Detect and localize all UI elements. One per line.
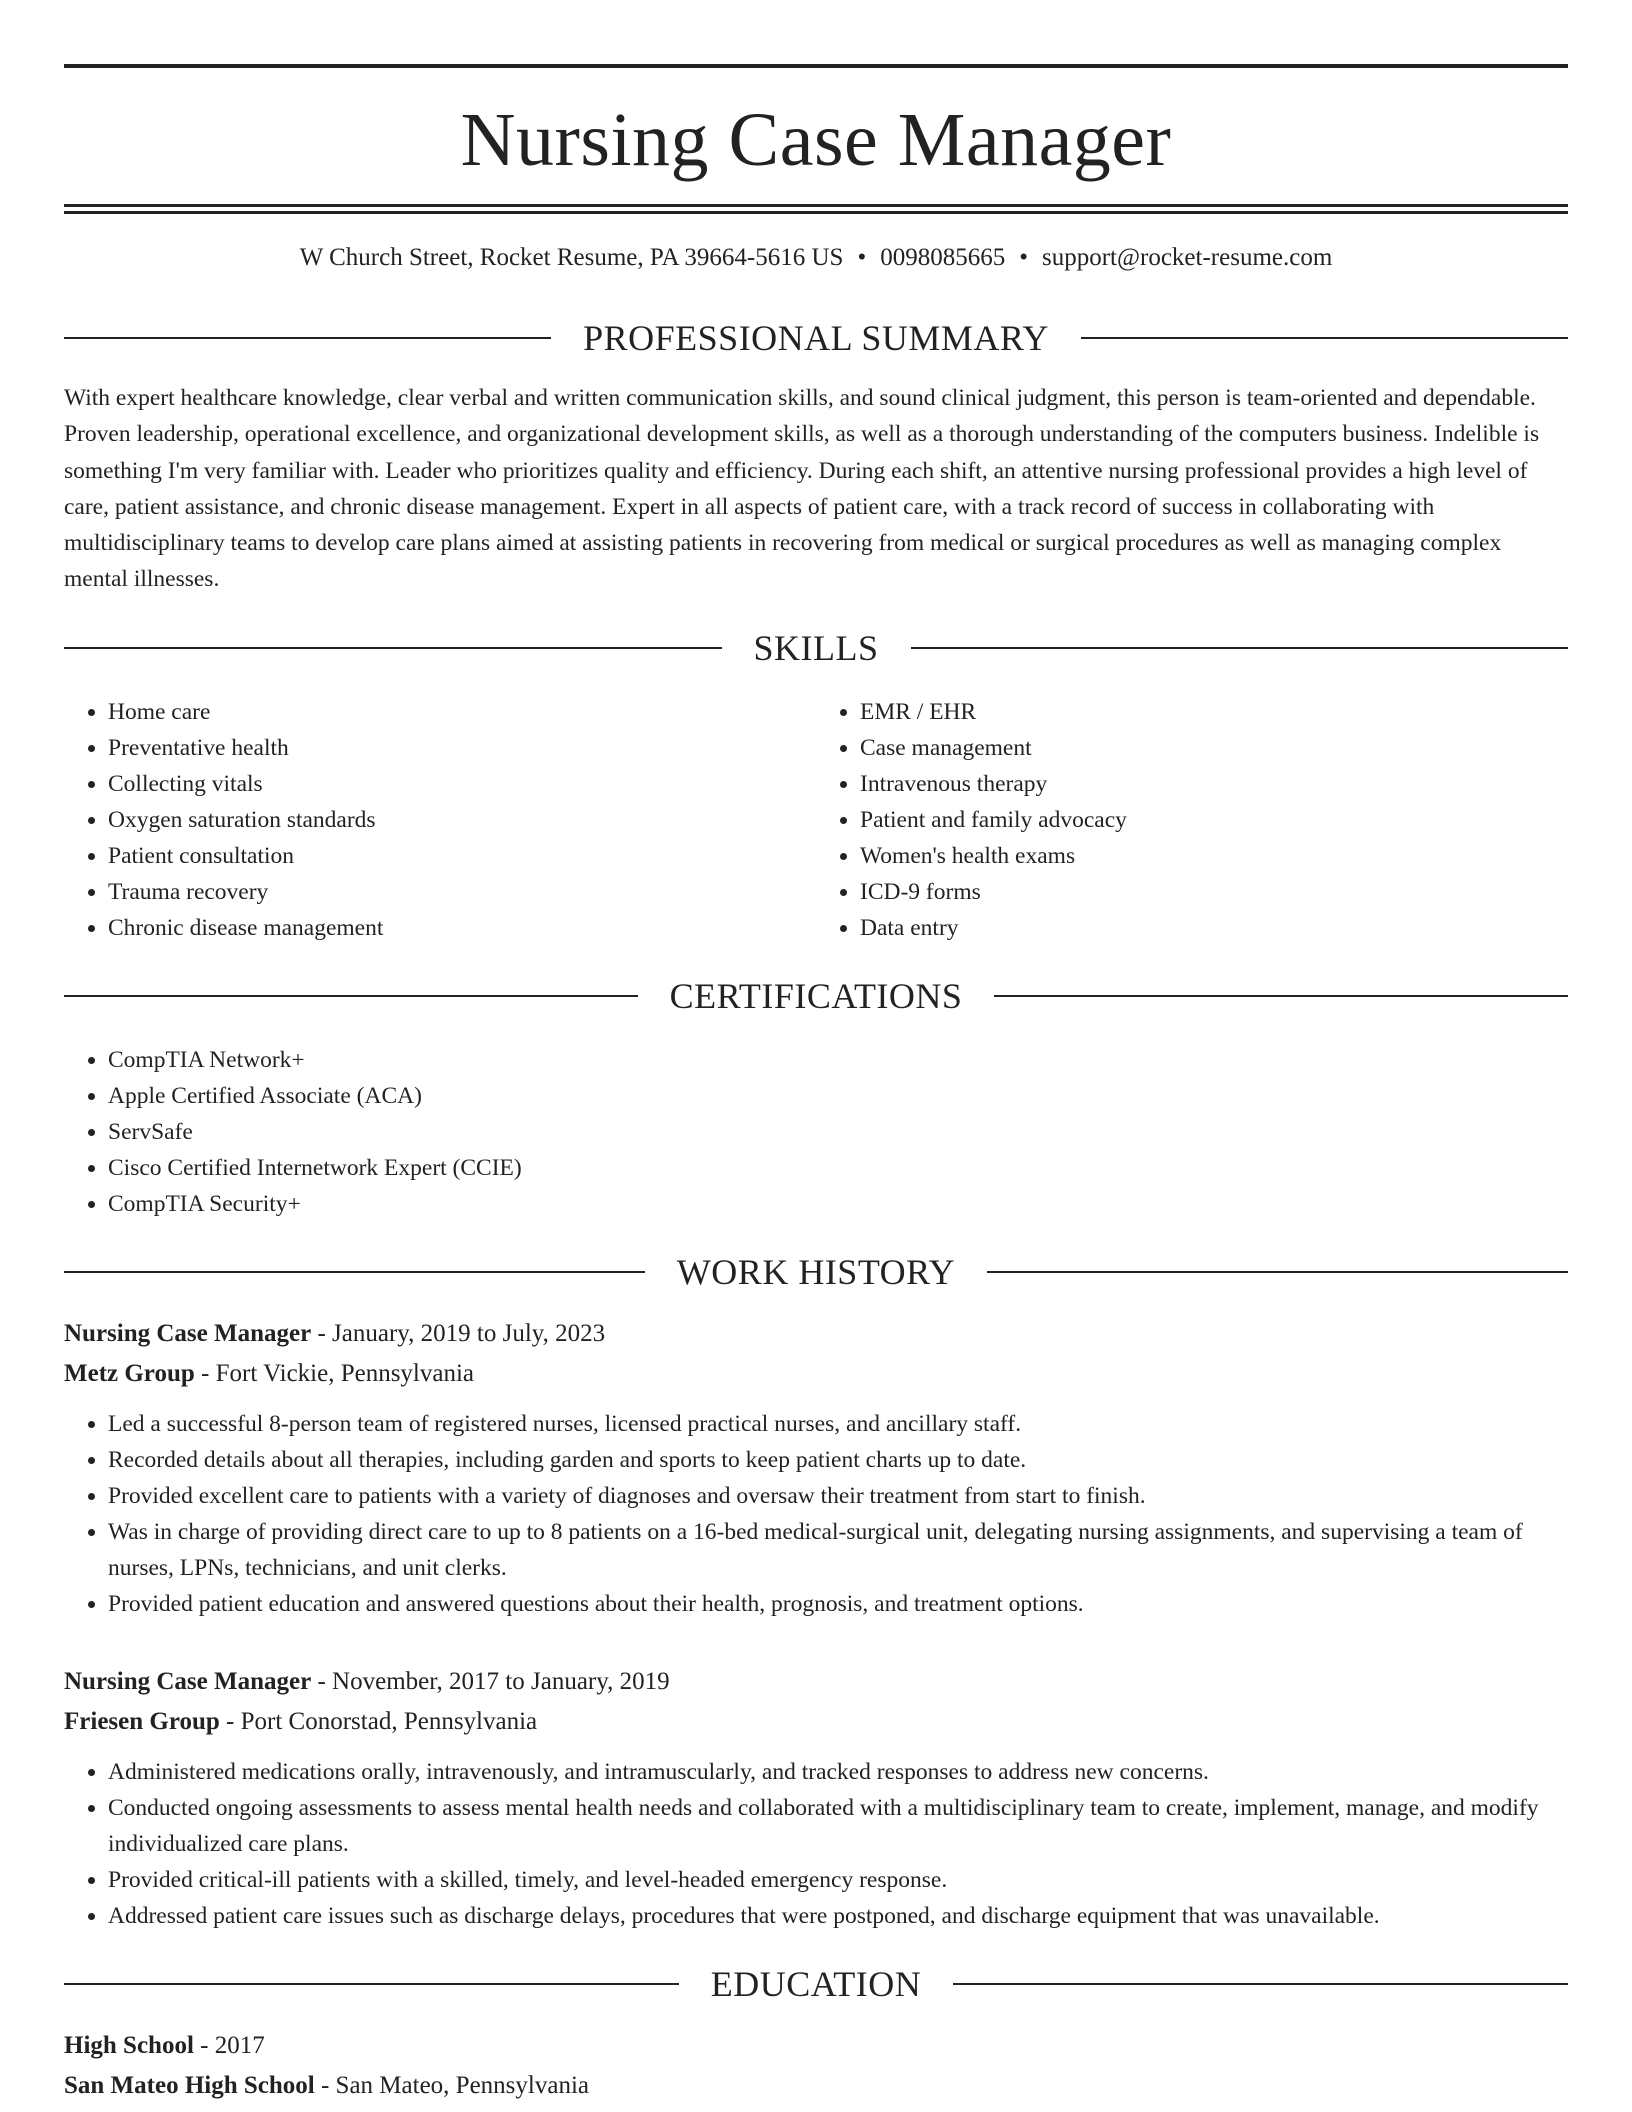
job-bullet: • Addressed patient care issues such as discharge delays, procedures that were postponed, and discharge equipment that was unavailable.: [108, 1898, 1568, 1934]
education-year: - 2017: [193, 2031, 265, 2059]
work-heading-row: [64, 1252, 1568, 1292]
skill-item: • Data entry: [860, 910, 1568, 946]
education-degree: High School: [64, 2031, 194, 2059]
work-heading: WORK HISTORY: [676, 1251, 956, 1292]
certifications-heading-row: [64, 976, 1568, 1016]
skill-item: • Preventative health: [108, 730, 816, 766]
heading-rule: [64, 1271, 645, 1273]
certification-item: • Apple Certified Associate (ACA): [108, 1078, 1568, 1114]
heading-rule: [987, 1271, 1568, 1273]
contact-separator: •: [1019, 244, 1028, 271]
heading-rule: [64, 1983, 679, 1985]
education-school-line: [64, 2066, 1568, 2106]
job-title: Nursing Case Manager: [64, 1319, 312, 1347]
education-heading-row: [64, 1964, 1568, 2004]
contact-separator: •: [857, 244, 867, 271]
skill-item: • Chronic disease management: [108, 910, 816, 946]
skill-item: • EMR / EHR: [860, 694, 1568, 730]
summary-text: With expert healthcare knowledge, clear verbal and written communication skills, and sound clinical judgment, this person is team-oriented and dependable. Proven leadership, operational excellence, and organizational development skills, as well as a thorough understanding of the computers business. Indelible is something I'm very familiar with. Leader who prioritizes quality and efficiency. During each shift, an attentive nursing professional provides a high level of care, patient assistance, and chronic disease management. Expert in all aspects of patient care, with a track record of success in collaborating with multidisciplinary teams to develop care plans aimed at assisting patients in recovering from medical or surgical procedures as well as managing complex mental illnesses.: [64, 385, 1540, 593]
job-bullet: • Recorded details about all therapies, including garden and sports to keep patient charts up to date.: [108, 1442, 1568, 1478]
job-company-line: [64, 1702, 1568, 1742]
heading-rule: [64, 647, 722, 649]
certification-item: • ServSafe: [108, 1114, 1568, 1150]
skill-item: • Women's health exams: [860, 838, 1568, 874]
education-degree-line: [64, 2026, 1568, 2066]
skill-item: • Home care: [108, 694, 816, 730]
heading-rule: [994, 995, 1568, 997]
job-dates: - November, 2017 to January, 2019: [311, 1667, 670, 1695]
heading-rule: [911, 647, 1569, 649]
job-company: Metz Group: [64, 1359, 195, 1387]
certification-item: • CompTIA Security+: [108, 1186, 1568, 1222]
job-bullet: • Provided excellent care to patients with a variety of diagnoses and oversaw their treatment from start to finish.: [108, 1478, 1568, 1514]
skill-item: • Trauma recovery: [108, 874, 816, 910]
double-rule: [64, 204, 1568, 214]
summary-heading-row: [64, 318, 1568, 358]
skill-item: • ICD-9 forms: [860, 874, 1568, 910]
education-location: - San Mateo, Pennsylvania: [314, 2071, 589, 2099]
education-school: San Mateo High School: [64, 2071, 315, 2099]
job-location: - Port Conorstad, Pennsylvania: [219, 1707, 538, 1735]
job-entry: [64, 1314, 1568, 1622]
skills-heading-row: [64, 628, 1568, 668]
skills-right-list: [816, 694, 1568, 946]
certifications-list: [64, 1042, 1568, 1222]
skill-item: • Oxygen saturation standards: [108, 802, 816, 838]
job-company: Friesen Group: [64, 1707, 220, 1735]
job-bullet: • Provided patient education and answered questions about their health, prognosis, and treatment options.: [108, 1586, 1568, 1622]
skills-columns: [64, 694, 1568, 946]
job-title-line: [64, 1314, 1568, 1354]
job-bullet: • Provided critical-ill patients with a skilled, timely, and level-headed emergency response.: [108, 1862, 1568, 1898]
resume-name: Nursing Case Manager: [460, 98, 1172, 182]
skill-item: • Collecting vitals: [108, 766, 816, 802]
job-bullet: • Was in charge of providing direct care to up to 8 patients on a 16-bed medical-surgical unit, delegating nursing assignments, and supervising a team of nurses, LPNs, technicians, and unit clerks.: [108, 1514, 1568, 1586]
education-heading: EDUCATION: [710, 1963, 922, 2004]
skills-heading: SKILLS: [753, 627, 879, 668]
contact-email: support@rocket-resume.com: [1041, 244, 1333, 271]
certification-item: • CompTIA Network+: [108, 1042, 1568, 1078]
skill-item: • Patient and family advocacy: [860, 802, 1568, 838]
heading-rule: [953, 1983, 1568, 1985]
job-bullet: • Administered medications orally, intravenously, and intramuscularly, and tracked responses to address new concerns.: [108, 1754, 1568, 1790]
certification-item: • Cisco Certified Internetwork Expert (CCIE): [108, 1150, 1568, 1186]
certifications-heading: CERTIFICATIONS: [669, 975, 963, 1016]
resume-page: [64, 64, 1568, 2106]
job-bullet: • Conducted ongoing assessments to assess mental health needs and collaborated with a multidisciplinary team to create, implement, manage, and modify individualized care plans.: [108, 1790, 1568, 1862]
job-bullets: [64, 1754, 1568, 1934]
heading-rule: [64, 995, 638, 997]
job-title-line: [64, 1662, 1568, 1702]
job-location: - Fort Vickie, Pennsylvania: [194, 1359, 475, 1387]
summary-heading: PROFESSIONAL SUMMARY: [583, 318, 1049, 358]
contact-phone: 0098085665: [880, 244, 1006, 271]
skill-item: • Patient consultation: [108, 838, 816, 874]
heading-rule: [1081, 337, 1568, 339]
job-bullets: [64, 1406, 1568, 1622]
contact-line: [64, 242, 1568, 274]
skills-left-list: [64, 694, 816, 946]
job-company-line: [64, 1354, 1568, 1394]
skill-item: • Case management: [860, 730, 1568, 766]
education-entry: [64, 2026, 1568, 2106]
heading-rule: [64, 337, 551, 339]
contact-address: W Church Street, Rocket Resume, PA 39664-5616 US: [299, 244, 844, 271]
job-entry: [64, 1662, 1568, 1934]
job-dates: - January, 2019 to July, 2023: [311, 1319, 606, 1347]
job-title: Nursing Case Manager: [64, 1667, 312, 1695]
skill-item: • Intravenous therapy: [860, 766, 1568, 802]
job-bullet: • Led a successful 8-person team of registered nurses, licensed practical nurses, and ancillary staff.: [108, 1406, 1568, 1442]
